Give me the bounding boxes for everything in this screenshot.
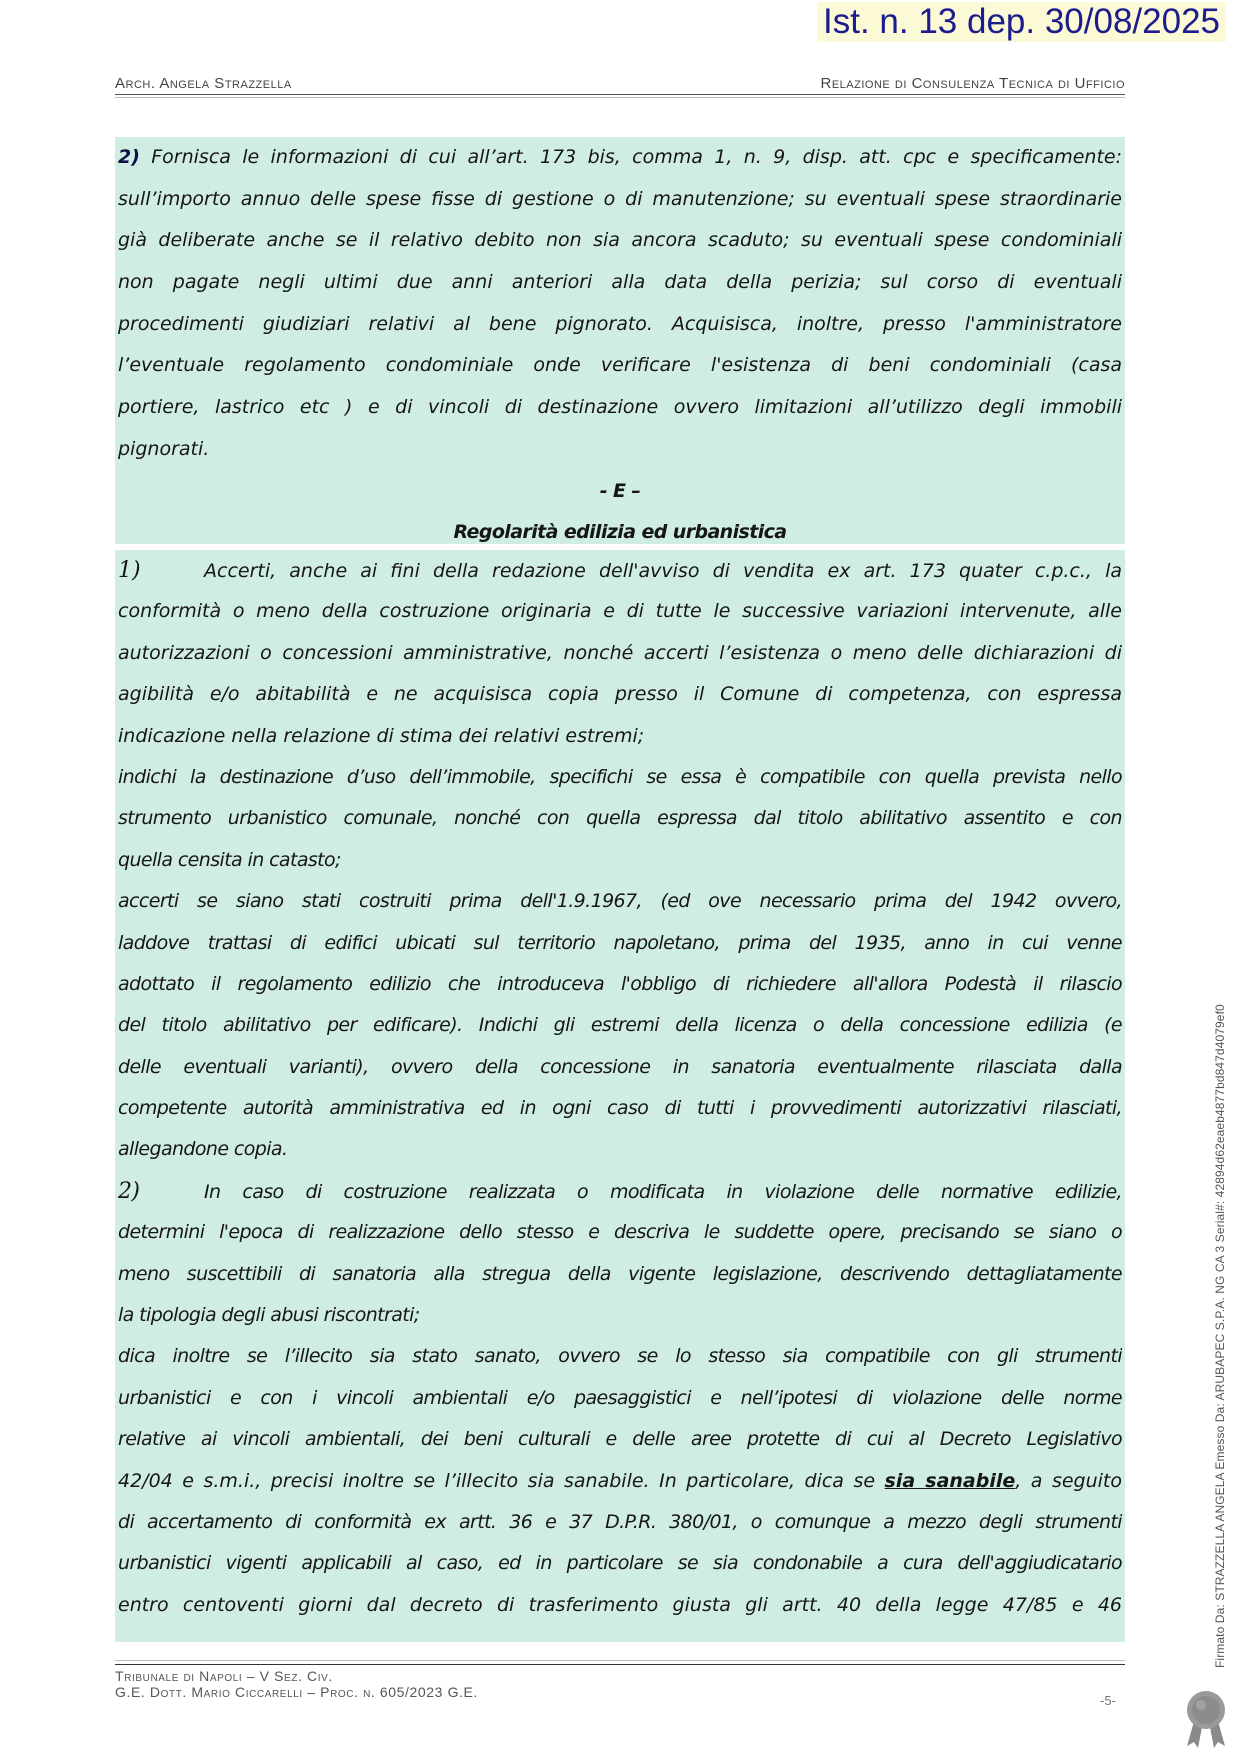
- paragraph-line: urbanistici vigenti applicabili al caso, ed in particolare se sia condonabile a cura dell'aggiudicatario: [118, 1552, 1122, 1575]
- section-letter: - E –: [599, 479, 641, 502]
- paragraph-line: pignorati.: [118, 437, 210, 460]
- paragraph-line: urbanistici e con i vincoli ambientali e/o paesaggistici e nell’ipotesi di violazione delle norme: [118, 1386, 1122, 1409]
- paragraph-line: del titolo abilitativo per edificare). Indichi gli estremi della licenza o della concessione edilizia (e: [118, 1014, 1122, 1037]
- paragraph-line: allegandone copia.: [118, 1138, 288, 1161]
- digital-signature-text: Firmato Da: STRAZZELLA ANGELA Emesso Da: ARUBAPEC S.P.A. NG CA 3 Serial#: 42894d62eaeb4877bd847d4079ef0: [1213, 1004, 1227, 1668]
- page-header: [115, 73, 1125, 95]
- paragraph-line: relative ai vincoli ambientali, dei beni culturali e delle aree protette di cui al Decreto Legislativo: [118, 1428, 1122, 1451]
- paragraph-line: determini l'epoca di realizzazione dello stesso e descriva le suddette opere, precisando se siano o: [118, 1221, 1122, 1244]
- paragraph-line: l’eventuale regolamento condominiale onde verificare l'esistenza di beni condominiali (casa: [118, 354, 1122, 377]
- paragraph-line: competente autorità amministrativa ed in ogni caso di tutti i provvedimenti autorizzativi rilasciati,: [118, 1097, 1122, 1120]
- paragraph-line: indichi la destinazione d’uso dell’immobile, specifichi se essa è compatibile con quella prevista nello: [118, 765, 1122, 788]
- emphasis-sia-sanabile: sia sanabile: [884, 1469, 1016, 1492]
- item-number: 2): [118, 146, 140, 168]
- paragraph-line: già deliberate anche se il relativo debito non sia ancora scaduto; su eventuali spese condominiali: [118, 229, 1122, 252]
- paragraph-line: non pagate negli ultimi due anni anteriori alla data della perizia; sul corso di eventuali: [118, 271, 1122, 294]
- paragraph-line: delle eventuali varianti), ovvero della concessione in sanatoria eventualmente rilasciata dalla: [118, 1055, 1122, 1078]
- paragraph-line: procedimenti giudiziari relativi al bene pignorato. Acquisisca, inoltre, presso l'amministratore: [118, 312, 1122, 335]
- page-number: -5-: [1100, 1693, 1116, 1708]
- paragraph-line: [118, 550, 1122, 591]
- paragraph-line: la tipologia degli abusi riscontrati;: [118, 1304, 420, 1327]
- footer-court: Tribunale di Napoli – V Sez. Civ.: [115, 1668, 333, 1684]
- paragraph-line: indicazione nella relazione di stima dei relativi estremi;: [118, 724, 645, 747]
- item-number: 1): [118, 558, 141, 583]
- paragraph-line: accerti se siano stati costruiti prima dell'1.9.1967, (ed ove necessario prima del 1942 ovvero,: [118, 890, 1122, 913]
- footer-case: G.E. Dott. Mario Ciccarelli – Proc. n. 605/2023 G.E.: [115, 1684, 478, 1700]
- award-ribbon-seal-icon: [1181, 1688, 1231, 1750]
- highlighted-block-section-d: [115, 137, 1125, 544]
- footer-divider: [115, 1664, 1125, 1665]
- paragraph-line: [118, 1461, 1122, 1502]
- paragraph-line: quella censita in catasto;: [118, 848, 341, 871]
- paragraph-line: autorizzazioni o concessioni amministrative, nonché accerti l’esistenza o meno delle dichiarazioni di: [118, 641, 1122, 664]
- footer-divider: [115, 1660, 1125, 1661]
- paragraph-line: portiere, lastrico etc ) e di vincoli di destinazione ovvero limitazioni all’utilizzo degli immobili: [118, 396, 1122, 419]
- text-span: Fornisca le informazioni di cui all’art. 173 bis, comma 1, n. 9, disp. att. cpc e specificamente:: [139, 146, 1122, 168]
- paragraph-line: [118, 1171, 1122, 1212]
- highlighted-block-section-e: [115, 550, 1125, 1642]
- text-span: 42/04 e s.m.i., precisi inoltre se l’illecito sia sanabile. In particolare, dica se: [118, 1469, 885, 1492]
- paragraph-line: laddove trattasi di edifici ubicati sul territorio napoletano, prima del 1935, anno in cui venne: [118, 931, 1122, 954]
- text-span: In caso di costruzione realizzata o modificata in violazione delle normative edilizie,: [204, 1180, 1122, 1203]
- paragraph-line: dica inoltre se l’illecito sia stato sanato, ovvero se lo stesso sia compatibile con gli strumenti: [118, 1345, 1122, 1368]
- item-number: 2): [118, 1178, 140, 1204]
- paragraph-line: conformità o meno della costruzione originaria e di tutte le successive variazioni intervenute, alle: [118, 600, 1122, 623]
- paragraph-line: sull’importo annuo delle spese fisse di gestione o di manutenzione; su eventuali spese straordinarie: [118, 187, 1122, 210]
- paragraph-line: meno suscettibili di sanatoria alla stregua della vigente legislazione, descrivendo dettagliatamente: [118, 1262, 1122, 1285]
- paragraph-line: [118, 137, 1122, 179]
- deposit-stamp: Ist. n. 13 dep. 30/08/2025: [817, 2, 1226, 42]
- section-title: Regolarità edilizia ed urbanistica: [453, 521, 787, 544]
- text-span: Accerti, anche ai fini della redazione dell'avviso di vendita ex art. 173 quater c.p.c., la: [204, 560, 1122, 582]
- paragraph-line: di accertamento di conformità ex artt. 36 e 37 D.P.R. 380/01, o comunque a mezzo degli strumenti: [118, 1510, 1122, 1533]
- header-author: Arch. Angela Strazzella: [115, 75, 292, 92]
- header-document-title: Relazione di Consulenza Tecnica di Ufficio: [820, 75, 1125, 92]
- paragraph-line: agibilità e/o abitabilità e ne acquisisca copia presso il Comune di competenza, con espressa: [118, 683, 1122, 706]
- paragraph-line: adottato il regolamento edilizio che introduceva l'obbligo di richiedere all'allora Podestà il rilascio: [118, 972, 1122, 995]
- paragraph-line: strumento urbanistico comunale, nonché con quella espressa dal titolo abilitativo assentito e con: [118, 807, 1122, 830]
- paragraph-line: entro centoventi giorni dal decreto di trasferimento giusta gli artt. 40 della legge 47/85 e 46: [118, 1593, 1122, 1616]
- text-span: , a seguito: [1015, 1469, 1122, 1492]
- page-footer: [115, 1668, 1125, 1700]
